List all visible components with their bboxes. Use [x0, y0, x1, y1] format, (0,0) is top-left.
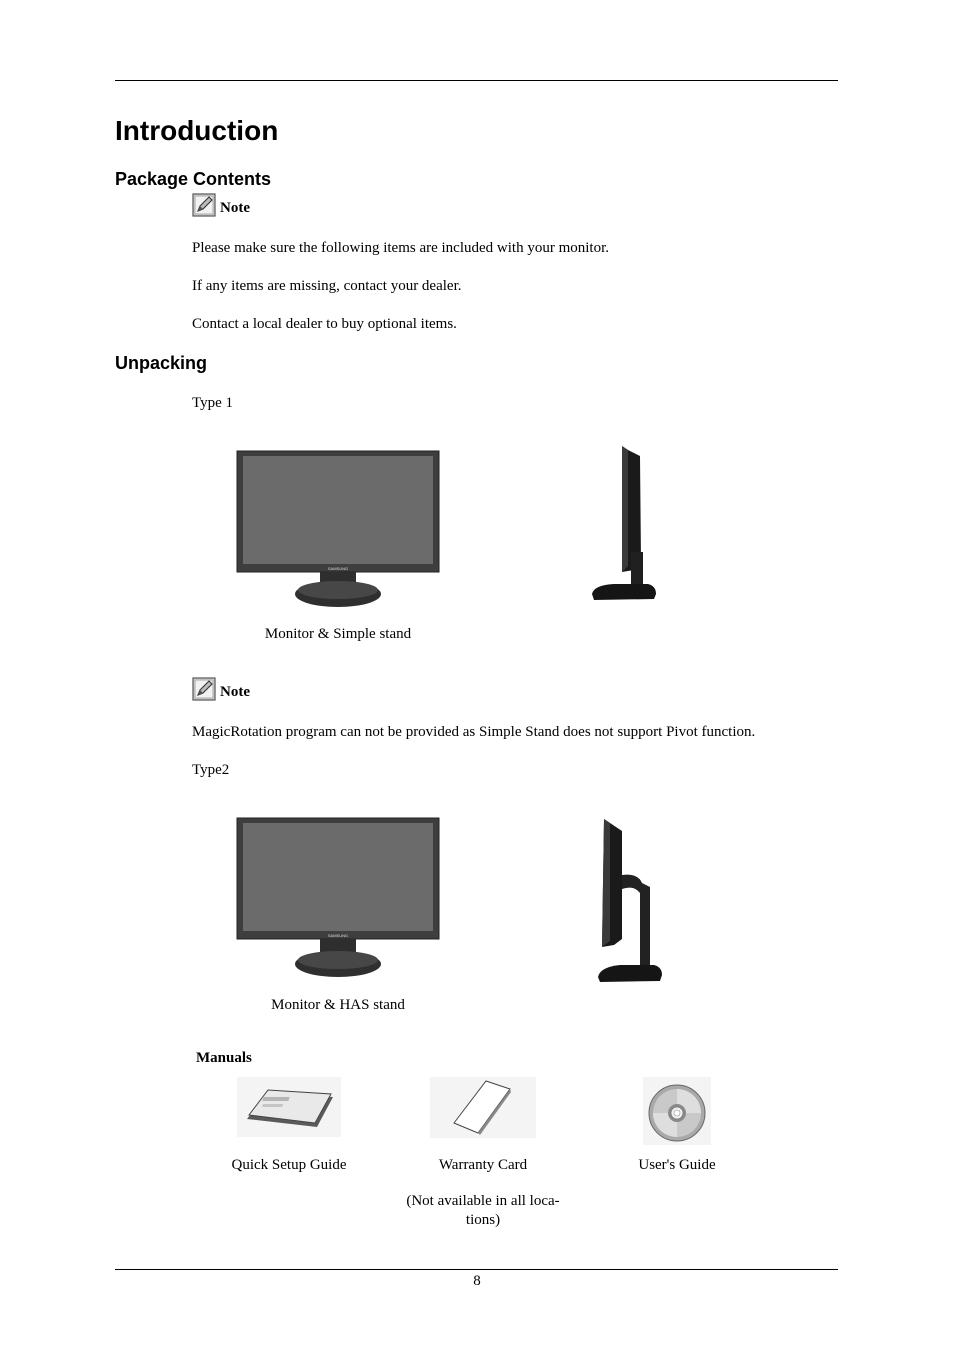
- type2-label: Type2: [192, 762, 230, 778]
- warranty-card-image: [430, 1077, 536, 1138]
- note-block: [192, 193, 250, 217]
- section-heading-unpacking: Unpacking: [115, 353, 208, 373]
- header-rule: [115, 80, 838, 81]
- quick-setup-guide-image: [237, 1077, 341, 1137]
- monitor-has-stand-front-image: [236, 817, 440, 979]
- manual-label-quick-setup-guide: Quick Setup Guide: [231, 1157, 347, 1173]
- page-number: 8: [473, 1273, 481, 1289]
- note-pencil-icon: [192, 193, 216, 217]
- type1-label: Type 1: [192, 395, 234, 411]
- note-text: MagicRotation program can not be provided as Simple Stand does not support Pivot function.: [192, 724, 756, 740]
- paragraph: If any items are missing, contact your dealer.: [192, 278, 462, 294]
- note-block: [192, 677, 250, 701]
- manuals-heading: Manuals: [196, 1050, 252, 1066]
- monitor-has-stand-side-image: [594, 817, 666, 985]
- monitor-simple-stand-side-image: [588, 444, 660, 604]
- note-pencil-icon: [192, 677, 216, 701]
- users-guide-cd-image: [643, 1077, 711, 1145]
- paragraph: Contact a local dealer to buy optional items.: [192, 316, 457, 332]
- warranty-availability-note-line2: tions): [465, 1212, 501, 1228]
- note-label: Note: [220, 684, 250, 700]
- note-label: Note: [220, 200, 250, 216]
- page-title: Introduction: [115, 115, 279, 146]
- monitor-simple-stand-front-image: [236, 450, 440, 610]
- type2-caption: Monitor & HAS stand: [271, 997, 405, 1013]
- section-heading-package-contents: Package Contents: [115, 169, 272, 189]
- footer-rule: [115, 1269, 838, 1270]
- brand-label: SAMSUNG: [327, 566, 349, 571]
- paragraph: Please make sure the following items are included with your monitor.: [192, 240, 609, 256]
- type1-caption: Monitor & Simple stand: [264, 626, 412, 642]
- brand-label: SAMSUNG: [327, 933, 349, 938]
- warranty-availability-note-line1: (Not available in all loca-: [406, 1193, 560, 1209]
- manual-label-warranty-card: Warranty Card: [438, 1157, 528, 1173]
- manual-label-users-guide: User's Guide: [638, 1157, 716, 1173]
